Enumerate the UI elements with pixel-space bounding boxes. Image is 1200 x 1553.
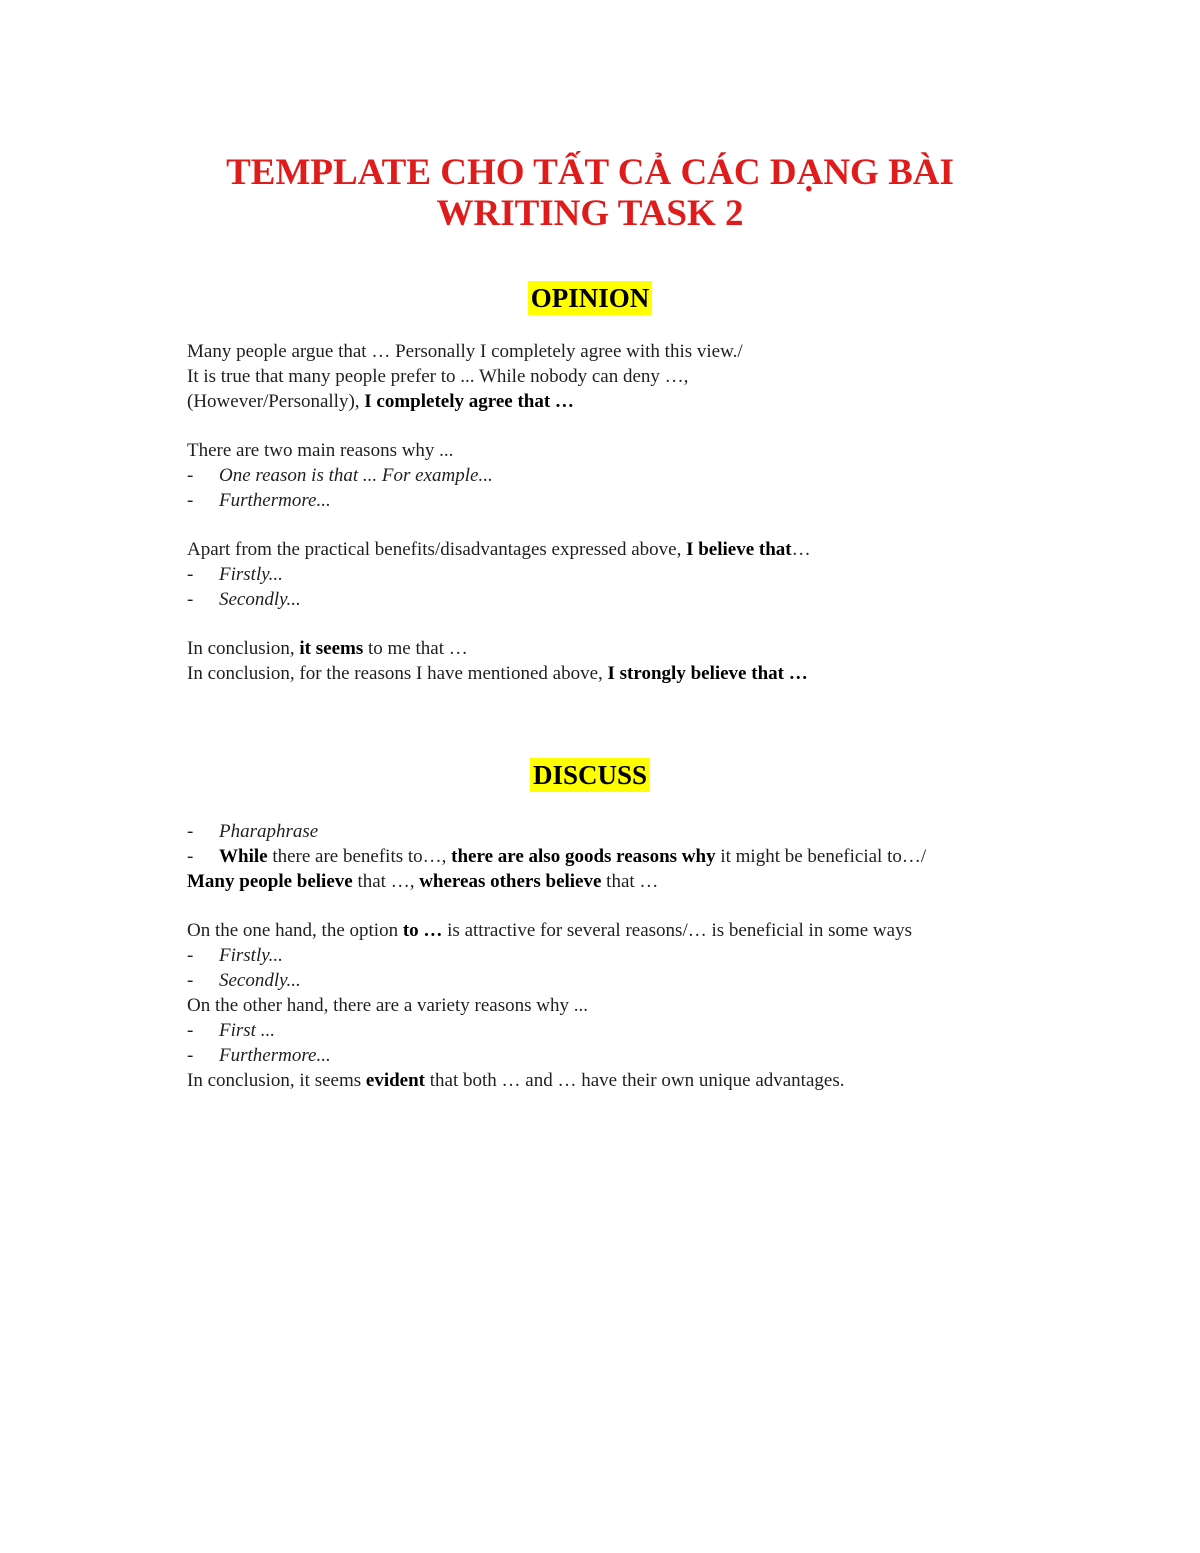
dash-bullet: - — [187, 1020, 194, 1041]
opinion-intro-text: (However/Personally), — [187, 391, 365, 412]
dash-bullet: - — [187, 1045, 194, 1066]
discuss-text: that … — [601, 871, 659, 892]
discuss-body-line-2: On the other hand, there are a variety reasons why ... — [187, 995, 588, 1016]
list-item-text: it might be beneficial to…/ — [715, 846, 927, 867]
opinion-body2-text: Apart from the practical benefits/disadvantages expressed above, — [187, 539, 687, 560]
discuss-text: In conclusion, it seems — [187, 1070, 366, 1091]
discuss-text: is attractive for several reasons/… is beneficial in some ways — [442, 920, 912, 941]
opinion-body1-lead: There are two main reasons why ... — [187, 440, 454, 461]
list-item-text: Secondly... — [219, 589, 301, 610]
dash-bullet: - — [187, 564, 194, 585]
list-item-text: Furthermore... — [219, 490, 331, 511]
list-item — [187, 488, 987, 513]
opinion-conclusion-line-2 — [187, 661, 987, 686]
list-item — [187, 463, 987, 488]
opinion-intro-line-2: It is true that many people prefer to ... While nobody can deny …, — [187, 366, 689, 387]
list-item — [187, 1043, 987, 1068]
dash-bullet: - — [187, 589, 194, 610]
list-item-bold: While — [219, 846, 268, 867]
opinion-intro-text: Personally I completely agree with this view./ — [395, 341, 743, 362]
dash-bullet: - — [187, 945, 194, 966]
opinion-conclusion-line-1 — [187, 636, 987, 661]
opinion-intro-text: Many people argue that … — [187, 341, 396, 362]
title-line-2: WRITING TASK 2 — [436, 193, 744, 234]
discuss-text: that both … and … have their own unique advantages. — [425, 1070, 845, 1091]
opinion-body2-lead — [187, 537, 987, 562]
conclusion-bold: it seems — [299, 638, 364, 659]
discuss-bold: evident — [365, 1070, 425, 1091]
conclusion-text: In conclusion, for the reasons I have mentioned above, — [187, 663, 608, 684]
dash-bullet: - — [187, 970, 194, 991]
opinion-section — [187, 339, 987, 686]
opinion-body2-bold: I believe that — [686, 539, 792, 560]
list-item-text: Secondly... — [219, 970, 301, 991]
list-item-text: Firstly... — [219, 564, 283, 585]
dash-bullet: - — [187, 821, 194, 842]
conclusion-text: to me that … — [363, 638, 468, 659]
opinion-heading-wrap — [0, 281, 1180, 315]
opinion-intro-line-3 — [187, 389, 987, 414]
list-item — [187, 587, 987, 612]
discuss-body-line-1 — [187, 918, 987, 943]
discuss-bold: to … — [402, 920, 443, 941]
opinion-intro-line-1 — [187, 339, 987, 364]
list-item — [187, 819, 987, 844]
dash-bullet: - — [187, 465, 194, 486]
list-item-text: Firstly... — [219, 945, 283, 966]
conclusion-bold: I strongly believe that … — [607, 663, 808, 684]
discuss-text: On the one hand, the option — [187, 920, 403, 941]
opinion-body2-text: … — [791, 539, 811, 560]
list-item-text: First ... — [219, 1020, 275, 1041]
discuss-intro-line — [187, 869, 987, 894]
list-item-text: Pharaphrase — [219, 821, 319, 842]
list-item — [187, 562, 987, 587]
discuss-section — [187, 819, 987, 1093]
list-item-text: Furthermore... — [219, 1045, 331, 1066]
list-item — [187, 1018, 987, 1043]
opinion-intro-bold: I completely agree that … — [364, 391, 574, 412]
list-item — [187, 844, 987, 869]
list-item-bold: there are also goods reasons why — [451, 846, 716, 867]
discuss-bold: Many people believe — [187, 871, 353, 892]
document-title — [0, 152, 1180, 234]
list-item-text: One reason is that ... For example... — [219, 465, 493, 486]
conclusion-text: In conclusion, — [187, 638, 300, 659]
discuss-text: that …, — [352, 871, 420, 892]
list-item — [187, 943, 987, 968]
discuss-bold: whereas others believe — [419, 871, 602, 892]
discuss-heading: DISCUSS — [530, 758, 650, 792]
dash-bullet: - — [187, 490, 194, 511]
list-item — [187, 968, 987, 993]
title-line-1: TEMPLATE CHO TẤT CẢ CÁC DẠNG BÀI — [226, 152, 954, 193]
dash-bullet: - — [187, 846, 194, 867]
opinion-heading: OPINION — [528, 281, 653, 315]
discuss-conclusion — [187, 1068, 987, 1093]
discuss-heading-wrap — [0, 758, 1180, 792]
list-item-text: there are benefits to…, — [267, 846, 452, 867]
